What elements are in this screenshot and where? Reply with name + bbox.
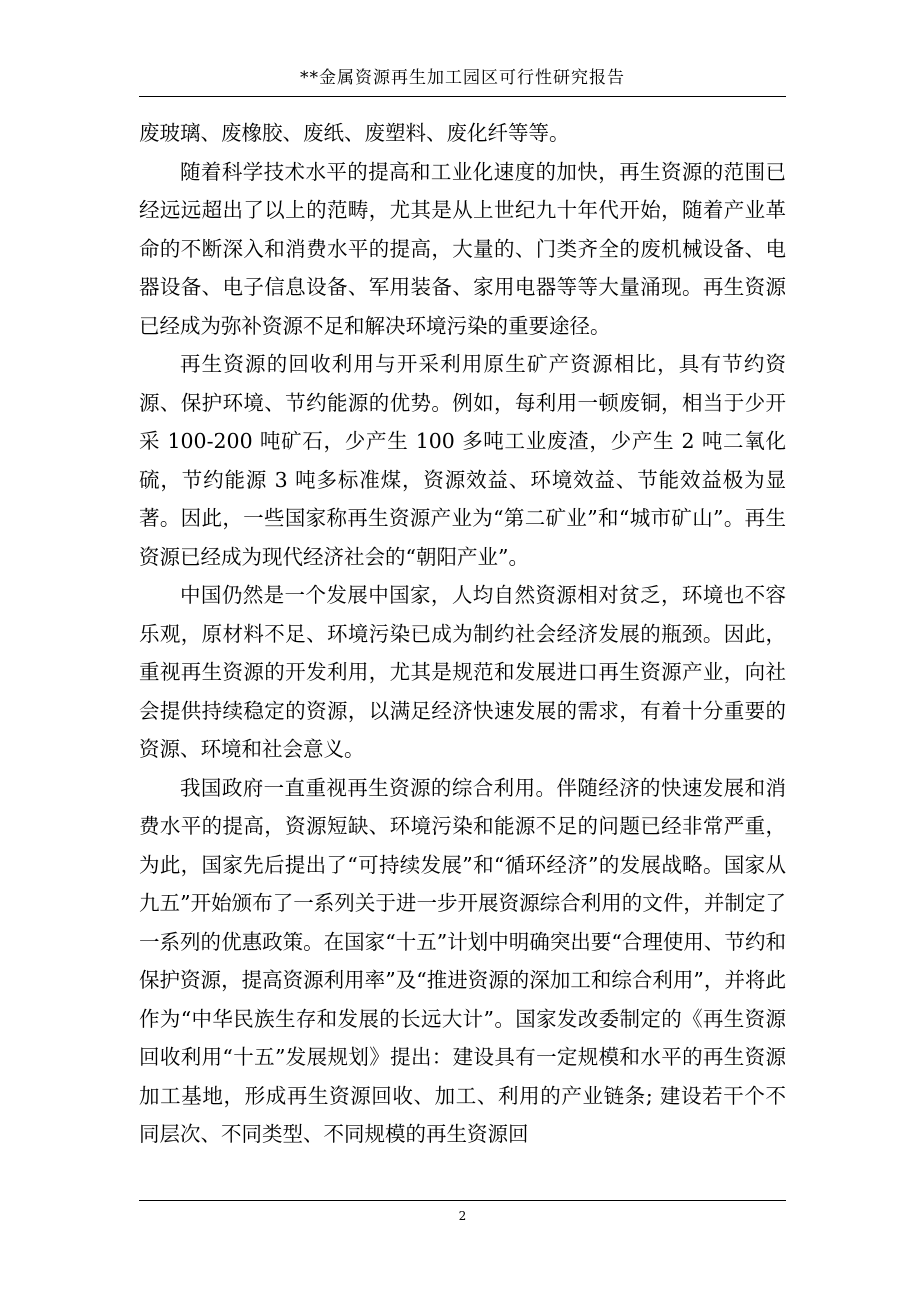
paragraph: 再生资源的回收利用与开采利用原生矿产资源相比，具有节约资源、保护环境、节约能源的优势。例如，每利用一顿废铜，相当于少开采 100-200 吨矿石，少产生 100 多吨工业废渣，少产生 2 吨二氧化硫，节约能源 3 吨多标准煤，资源效益、环境效益、节能效益极为显著。因此，一些国家称再生资源产业为“第二矿业”和“城市矿山”。再生资源已经成为现代经济社会的“朝阳产业”。 — [139, 352, 786, 569]
paragraph-continuation: 废玻璃、废橡胶、废纸、废塑料、废化纤等等。 — [139, 121, 570, 145]
page-number: 2 — [458, 1209, 467, 1223]
header-divider — [139, 96, 786, 97]
paragraph: 中国仍然是一个发展中国家，人均自然资源相对贫乏，环境也不容乐观，原材料不足、环境污染已成为制约社会经济发展的瓶颈。因此，重视再生资源的开发利用，尤其是规范和发展进口再生资源产业，向社会提供持续稳定的资源，以满足经济快速发展的需求，有着十分重要的资源、环境和社会意义。 — [139, 583, 786, 761]
paragraph: 我国政府一直重视再生资源的综合利用。伴随经济的快速发展和消费水平的提高，资源短缺、环境污染和能源不足的问题已经非常严重，为此，国家先后提出了“可持续发展”和“循环经济”的发展战略。国家从九五”开始颁布了一系列关于进一步开展资源综合利用的文件，并制定了一系列的优惠政策。在国家“十五”计划中明确突出要“合理使用、节约和保护资源，提高资源利用率”及“推进资源的深加工和综合利用”，并将此作为“中华民族生存和发展的长远大计”。国家发改委制定的《再生资源回收利用“十五”发展规划》提出：建设具有一定规模和水平的再生资源加工基地，形成再生资源回收、加工、利用的产业链条; 建设若干个不同层次、不同类型、不同规模的再生资源回 — [139, 775, 786, 1146]
page-header: **金属资源再生加工园区可行性研究报告 — [300, 68, 625, 88]
document-body — [139, 114, 786, 1154]
paragraph: 随着科学技术水平的提高和工业化速度的加快，再生资源的范围已经远远超出了以上的范畴，尤其是从上世纪九十年代开始，随着产业革命的不断深入和消费水平的提高，大量的、门类齐全的废机械设备、电器设备、电子信息设备、军用装备、家用电器等等大量涌现。再生资源已经成为弥补资源不足和解决环境污染的重要途径。 — [139, 159, 786, 338]
footer-divider — [139, 1200, 786, 1201]
